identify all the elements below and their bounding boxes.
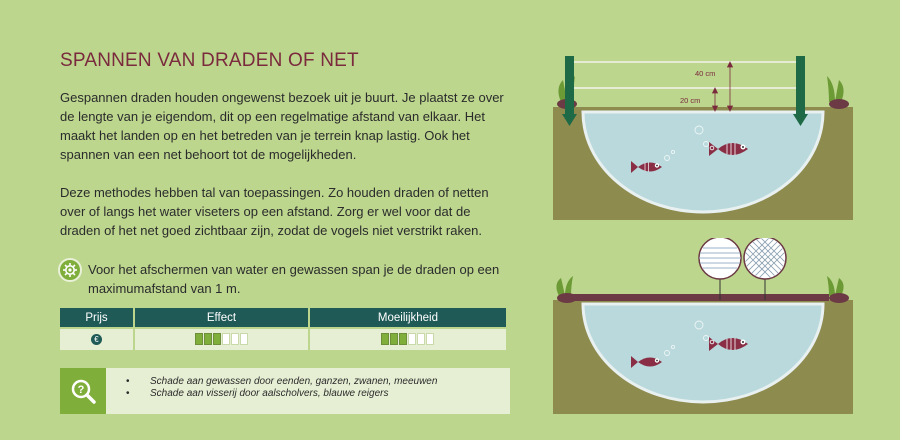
wires-diagram: [553, 52, 853, 220]
rating-bar: [195, 333, 203, 345]
damage-list: [150, 376, 437, 400]
list-item: • Schade aan gewassen door eenden, ganzen, zwanen, meeuwen: [150, 376, 437, 388]
svg-text:?: ?: [77, 384, 85, 396]
magnifier-question-icon: [60, 368, 106, 414]
rating-bar: [381, 333, 389, 345]
damage-info-box: [60, 368, 510, 414]
rating-bar: [426, 333, 434, 345]
wires-zoom-icon: [699, 238, 741, 279]
dimension-arrows: [713, 62, 733, 111]
page-title: SPANNEN VAN DRADEN OF NET: [60, 50, 359, 71]
difficulty-rating-bars: [381, 333, 434, 345]
rating-bar: [222, 333, 230, 345]
header-price: Prijs: [60, 308, 133, 327]
stone-right: [829, 99, 849, 109]
intro-paragraph: Gespannen draden houden ongewenst bezoek uit je buurt. Je plaatst ze over de lengte van je eigendom, dit op een regelmatige afstand van elkaar. Het maakt het landen op en het betreden van je terrein knap lastig. Ook het spannen van een net behoort tot de mogelijkheden.: [60, 90, 504, 162]
euro-icon: €: [91, 334, 102, 345]
net-diagram: [553, 238, 853, 414]
rating-bar: [417, 333, 425, 345]
rating-bar: [399, 333, 407, 345]
gear-bulb-icon: [58, 258, 82, 282]
applications-paragraph: Deze methodes hebben tal van toepassingen. Zo houden draden of netten over of langs het water viseters op een afstand. Zorg er wel voor dat de draden of het net goed zichtbaar zijn, zodat de vogels niet verstrikt raken.: [60, 185, 489, 238]
rating-bar: [390, 333, 398, 345]
label-40cm: 40 cm: [695, 69, 716, 78]
rating-bar: [204, 333, 212, 345]
effect-rating-bars: [195, 333, 248, 345]
rating-bar: [408, 333, 416, 345]
rating-bar: [240, 333, 248, 345]
label-20cm: 20 cm: [680, 96, 701, 105]
stone-right: [829, 293, 849, 303]
tip-block: [60, 260, 512, 298]
plant-icon: [556, 276, 843, 296]
rating-table: [58, 308, 508, 350]
rating-bar: [231, 333, 239, 345]
rating-bar: [213, 333, 221, 345]
pole-right: [793, 56, 808, 126]
effect-cell: [135, 327, 308, 350]
net-bar: [571, 294, 829, 301]
tip-text: Voor het afschermen van water en gewassen span je de draden op een maximumafstand van 1 m.: [88, 262, 500, 296]
list-item: • Schade aan visserij door aalscholvers, blauwe reigers: [150, 388, 437, 400]
header-difficulty: Moeilijkheid: [310, 308, 506, 327]
header-effect: Effect: [135, 308, 308, 327]
price-cell: [60, 327, 133, 350]
difficulty-cell: [310, 327, 506, 350]
content-column: [60, 50, 512, 414]
